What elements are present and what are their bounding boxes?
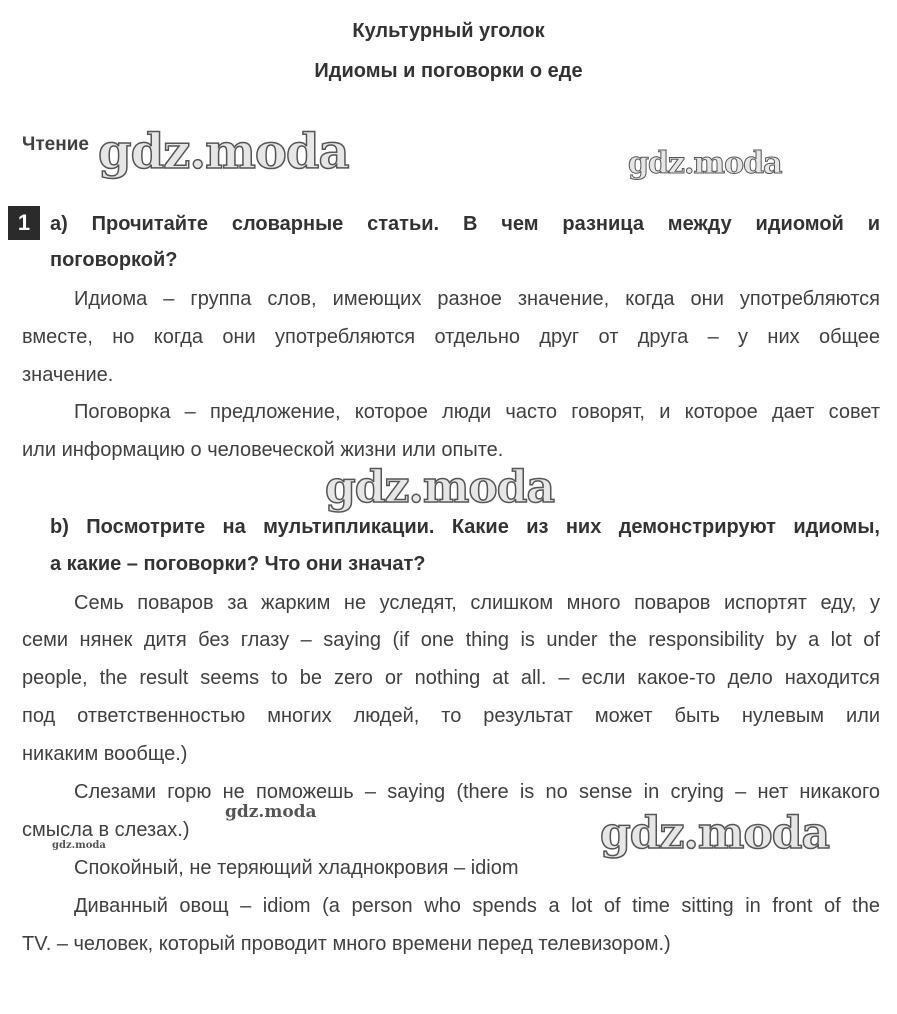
task-a-question-line2: поговоркой? <box>50 249 178 271</box>
task-a-question-line1: a) Прочитайте словарные статьи. В чем разница между идиомой и <box>50 213 880 235</box>
section-label: Чтение <box>22 134 89 155</box>
answer2-line1: Слезами горю не поможешь – saying (there is no sense in crying – нет никакого <box>74 781 880 803</box>
answer1-line1: Семь поваров за жарким не уследят, слишком много поваров испортят еду, у <box>74 592 880 614</box>
watermark-logo: gdz.moda <box>325 462 555 513</box>
answer1-line3: people, the result seems to be zero or nothing at all. – если какое-то дело находится <box>22 667 880 689</box>
task-b-question-line1: b) Посмотрите на мультипликации. Какие из них демонстрируют идиомы, <box>50 516 880 538</box>
idiom-definition-line3: значение. <box>22 364 114 386</box>
saying-definition-line1: Поговорка – предложение, которое люди часто говорят, и которое дает совет <box>74 401 880 423</box>
watermark-logo: gdz.moda <box>98 124 349 180</box>
page-subtitle: Идиомы и поговорки о еде <box>314 60 583 82</box>
answer3-line1: Спокойный, не теряющий хладнокровия – idiom <box>74 857 519 879</box>
answer4-line2: TV. – человек, который проводит много времени перед телевизором.) <box>22 933 671 955</box>
answer1-line2: семи нянек дитя без глазу – saying (if one thing is under the responsibility by a lot of <box>22 629 880 651</box>
watermark-logo: gdz.moda <box>52 840 106 851</box>
answer2-line2: смысла в слезах.) <box>22 819 190 841</box>
answer1-line4: под ответственностью многих людей, то результат может быть нулевым или <box>22 705 880 727</box>
watermark-logo: gdz.moda <box>600 808 830 859</box>
idiom-definition-line1: Идиома – группа слов, имеющих разное значение, когда они употребляются <box>74 288 880 310</box>
answer1-line5: никаким вообще.) <box>22 743 188 765</box>
answer4-line1: Диванный овощ – idiom (a person who spends a lot of time sitting in front of the <box>74 895 880 917</box>
saying-definition-line2: или информацию о человеческой жизни или опыте. <box>22 439 504 461</box>
task-b-question-line2: а какие – поговорки? Что они значат? <box>50 553 426 575</box>
idiom-definition-line2: вместе, но когда они употребляются отдельно друг от друга – у них общее <box>22 326 880 348</box>
watermark-logo: gdz.moda <box>225 802 317 822</box>
watermark-logo: gdz.moda <box>628 146 782 181</box>
task-number-badge: 1 <box>8 206 40 240</box>
page-title: Культурный уголок <box>352 20 545 42</box>
